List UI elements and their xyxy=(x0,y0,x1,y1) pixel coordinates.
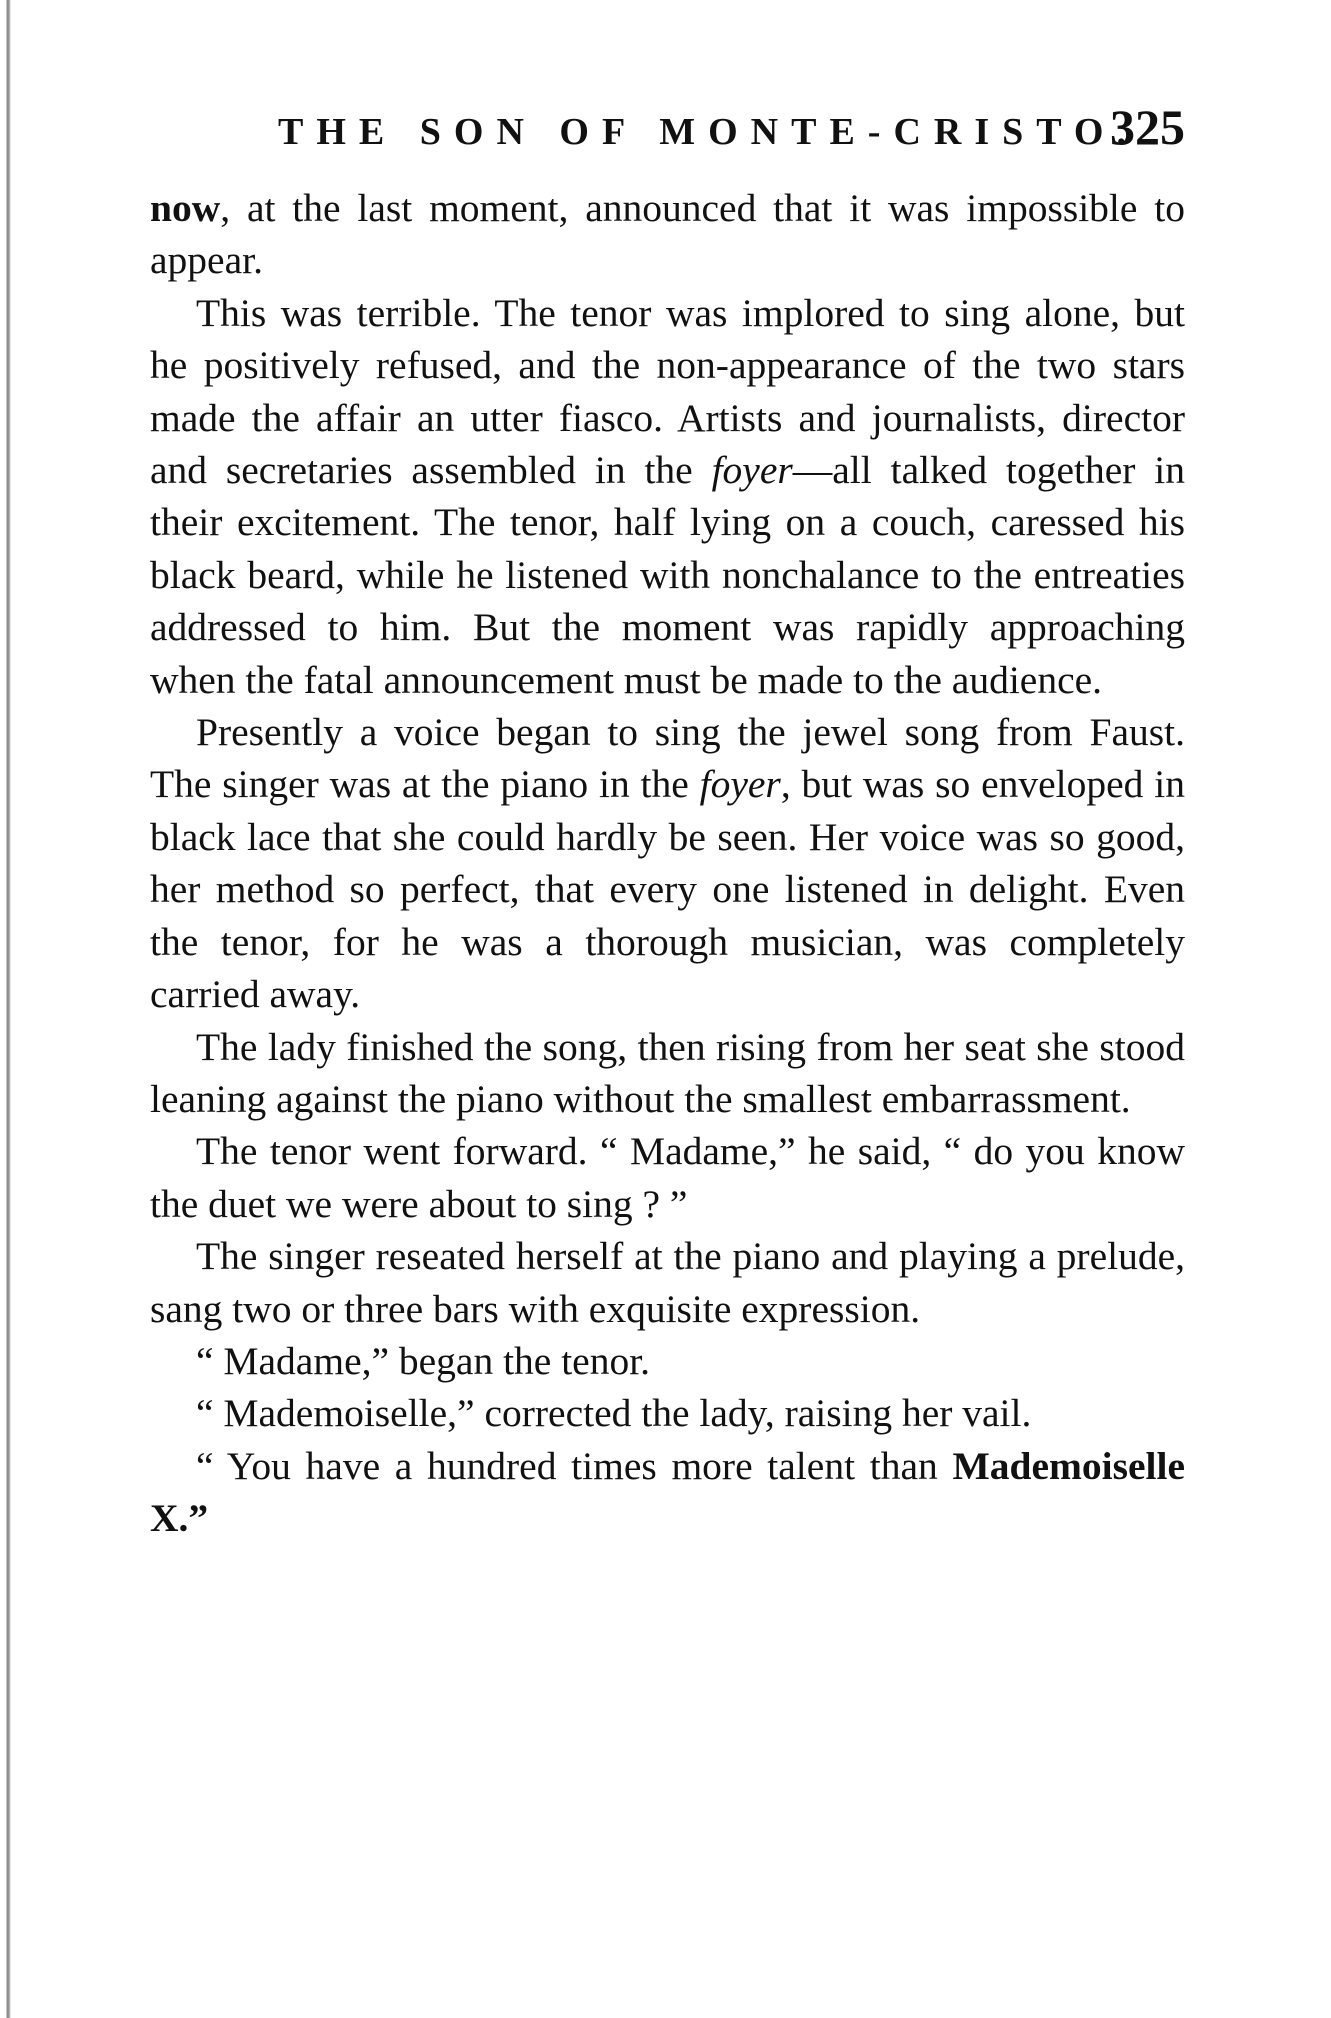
paragraph-6 xyxy=(150,1230,1185,1335)
paragraph-3 xyxy=(150,706,1185,1020)
paragraph-1-lead: now xyxy=(150,186,221,230)
paragraph-1 xyxy=(150,182,1185,287)
paragraph-9 xyxy=(150,1440,1185,1545)
paragraph-8-text: “ Mademoiselle,” corrected the lady, raising her vail. xyxy=(196,1391,1032,1436)
binding-edge xyxy=(0,0,16,2018)
paragraph-3-italic: foyer xyxy=(699,762,781,807)
paragraph-1-text: , at the last moment, announced that it was impossible to appear. xyxy=(150,186,1185,283)
paragraph-3-text-before: Presently a voice began to sing the jewel song from Faust. The singer was at the piano in the xyxy=(150,710,1185,807)
paragraph-2-text-before: This was terrible. The tenor was implored to sing alone, but he positively refused, and the non-appearance of the two stars made the affair an utter fiasco. Artists and journalists, director and secretaries assembled in the xyxy=(150,290,1185,493)
paragraph-4-text: The lady finished the song, then rising from her seat she stood leaning against the piano without the smallest embarrassment. xyxy=(150,1024,1185,1121)
paragraph-6-text: The singer reseated herself at the piano and playing a prelude, sang two or three bars with exquisite expression. xyxy=(150,1234,1185,1331)
page-number: 325 xyxy=(1110,99,1185,155)
paragraph-8 xyxy=(150,1387,1185,1439)
running-head xyxy=(150,96,1185,160)
paragraph-7 xyxy=(150,1335,1185,1387)
body-text xyxy=(150,182,1185,1545)
book-page xyxy=(150,96,1185,1545)
paragraph-2-text-after: —all talked together in their excitement. The tenor, half lying on a couch, caressed his black beard, while he listened with nonchalance to the entreaties addressed to him. But the moment was rapidly approaching when the fatal announcement must be made to the audience. xyxy=(150,448,1185,702)
paragraph-9-text: “ You have a hundred times more talent than xyxy=(196,1443,953,1488)
paragraph-2 xyxy=(150,287,1185,706)
paragraph-5-text: The tenor went forward. “ Madame,” he said, “ do you know the duet we were about to sing ? ” xyxy=(150,1129,1185,1226)
paragraph-7-text: “ Madame,” began the tenor. xyxy=(196,1338,651,1383)
paragraph-9-tail: Mademoiselle X.” xyxy=(150,1443,1185,1541)
paragraph-4 xyxy=(150,1021,1185,1126)
paragraph-2-italic: foyer xyxy=(711,448,793,493)
paragraph-5 xyxy=(150,1125,1185,1230)
paragraph-3-text-after: , but was so enveloped in black lace that she could hardly be seen. Her voice was so good, her method so perfect, that every one listened in delight. Even the tenor, for he was a thorough musician, was completely carried away. xyxy=(150,762,1185,1017)
running-title: THE SON OF MONTE-CRISTO. xyxy=(278,111,1139,153)
